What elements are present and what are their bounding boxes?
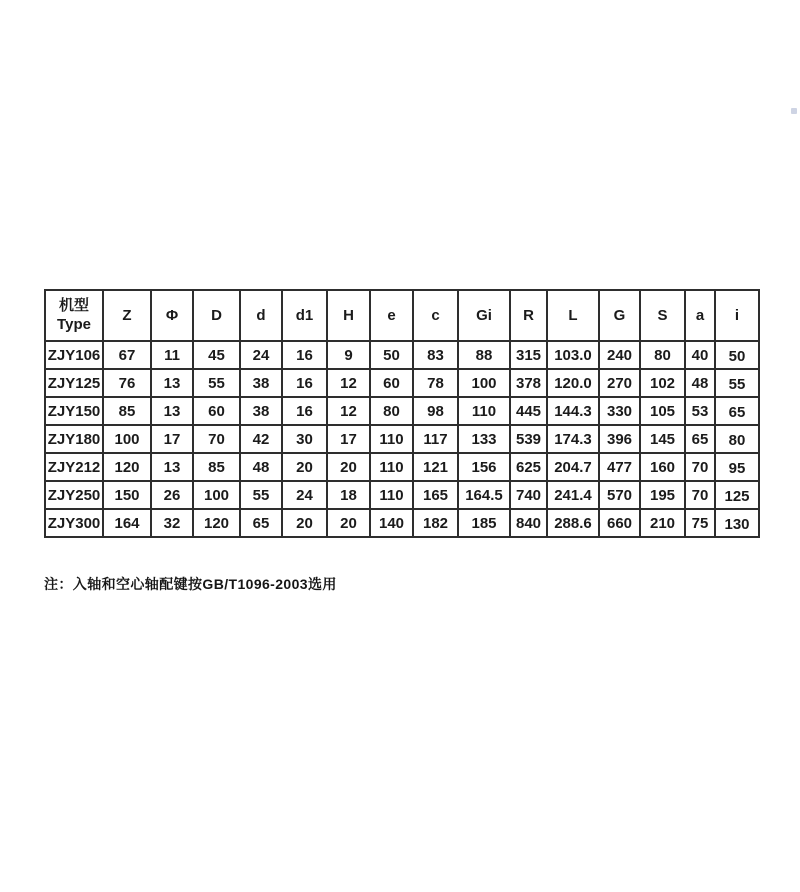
cell-ZJY212-a: 70 <box>685 453 715 481</box>
cell-ZJY125-d: 38 <box>240 369 282 397</box>
cell-ZJY180-L: 174.3 <box>547 425 599 453</box>
column-header-type <box>45 290 103 341</box>
row-header-ZJY150: ZJY150 <box>45 397 103 425</box>
cell-ZJY250-Z: 150 <box>103 481 151 509</box>
column-header-S: S <box>640 290 685 341</box>
table-row <box>45 425 759 453</box>
row-header-ZJY125: ZJY125 <box>45 369 103 397</box>
column-header-e: e <box>370 290 413 341</box>
cell-ZJY180-Gi: 133 <box>458 425 510 453</box>
cell-ZJY250-D: 100 <box>193 481 240 509</box>
cell-ZJY300-Gi: 185 <box>458 509 510 537</box>
cell-ZJY125-G: 270 <box>599 369 640 397</box>
column-header-i: i <box>715 290 759 341</box>
cell-ZJY150-d1: 16 <box>282 397 327 425</box>
cell-ZJY150-L: 144.3 <box>547 397 599 425</box>
cell-ZJY150-c: 98 <box>413 397 458 425</box>
cell-ZJY300-Φ: 32 <box>151 509 193 537</box>
type-header-en: Type <box>57 315 91 333</box>
cell-ZJY106-d1: 16 <box>282 341 327 369</box>
cell-ZJY106-D: 45 <box>193 341 240 369</box>
column-header-a: a <box>685 290 715 341</box>
cell-ZJY212-D: 85 <box>193 453 240 481</box>
cell-ZJY300-a: 75 <box>685 509 715 537</box>
table-row <box>45 453 759 481</box>
column-header-Z: Z <box>103 290 151 341</box>
table-row <box>45 481 759 509</box>
column-header-R: R <box>510 290 547 341</box>
cell-ZJY212-Z: 120 <box>103 453 151 481</box>
cell-ZJY250-d: 55 <box>240 481 282 509</box>
table-row <box>45 341 759 369</box>
cell-ZJY212-G: 477 <box>599 453 640 481</box>
cell-ZJY212-S: 160 <box>640 453 685 481</box>
column-header-H: H <box>327 290 370 341</box>
table-row <box>45 509 759 537</box>
cell-ZJY250-e: 110 <box>370 481 413 509</box>
cell-ZJY106-i: 50 <box>715 341 759 369</box>
cell-ZJY150-R: 445 <box>510 397 547 425</box>
table-row <box>45 397 759 425</box>
cell-ZJY180-D: 70 <box>193 425 240 453</box>
cell-ZJY106-Gi: 88 <box>458 341 510 369</box>
column-header-Gi: Gi <box>458 290 510 341</box>
cell-ZJY250-G: 570 <box>599 481 640 509</box>
cell-ZJY212-c: 121 <box>413 453 458 481</box>
column-header-Φ: Φ <box>151 290 193 341</box>
cell-ZJY150-G: 330 <box>599 397 640 425</box>
cell-ZJY106-c: 83 <box>413 341 458 369</box>
column-header-d: d <box>240 290 282 341</box>
column-header-G: G <box>599 290 640 341</box>
cell-ZJY212-e: 110 <box>370 453 413 481</box>
column-header-d1: d1 <box>282 290 327 341</box>
cell-ZJY300-D: 120 <box>193 509 240 537</box>
cell-ZJY180-H: 17 <box>327 425 370 453</box>
cell-ZJY212-Gi: 156 <box>458 453 510 481</box>
cell-ZJY250-a: 70 <box>685 481 715 509</box>
cell-ZJY250-R: 740 <box>510 481 547 509</box>
cell-ZJY125-L: 120.0 <box>547 369 599 397</box>
cell-ZJY250-i: 125 <box>715 481 759 509</box>
cell-ZJY180-Φ: 17 <box>151 425 193 453</box>
cell-ZJY300-c: 182 <box>413 509 458 537</box>
cell-ZJY106-H: 9 <box>327 341 370 369</box>
cell-ZJY250-c: 165 <box>413 481 458 509</box>
spec-table <box>44 289 760 538</box>
cell-ZJY250-d1: 24 <box>282 481 327 509</box>
cell-ZJY106-a: 40 <box>685 341 715 369</box>
scan-artifact <box>791 108 797 114</box>
column-header-D: D <box>193 290 240 341</box>
cell-ZJY180-d1: 30 <box>282 425 327 453</box>
cell-ZJY180-i: 80 <box>715 425 759 453</box>
cell-ZJY180-e: 110 <box>370 425 413 453</box>
table-row <box>45 369 759 397</box>
cell-ZJY300-G: 660 <box>599 509 640 537</box>
cell-ZJY125-Φ: 13 <box>151 369 193 397</box>
row-header-ZJY212: ZJY212 <box>45 453 103 481</box>
column-header-L: L <box>547 290 599 341</box>
header-row <box>45 290 759 341</box>
cell-ZJY180-a: 65 <box>685 425 715 453</box>
cell-ZJY150-e: 80 <box>370 397 413 425</box>
cell-ZJY150-i: 65 <box>715 397 759 425</box>
cell-ZJY150-Gi: 110 <box>458 397 510 425</box>
cell-ZJY250-Gi: 164.5 <box>458 481 510 509</box>
cell-ZJY106-Φ: 11 <box>151 341 193 369</box>
cell-ZJY300-d1: 20 <box>282 509 327 537</box>
cell-ZJY125-S: 102 <box>640 369 685 397</box>
cell-ZJY180-S: 145 <box>640 425 685 453</box>
cell-ZJY180-R: 539 <box>510 425 547 453</box>
cell-ZJY212-i: 95 <box>715 453 759 481</box>
cell-ZJY125-d1: 16 <box>282 369 327 397</box>
cell-ZJY212-R: 625 <box>510 453 547 481</box>
cell-ZJY250-H: 18 <box>327 481 370 509</box>
cell-ZJY106-G: 240 <box>599 341 640 369</box>
cell-ZJY106-R: 315 <box>510 341 547 369</box>
cell-ZJY250-S: 195 <box>640 481 685 509</box>
cell-ZJY180-d: 42 <box>240 425 282 453</box>
row-header-ZJY106: ZJY106 <box>45 341 103 369</box>
cell-ZJY106-S: 80 <box>640 341 685 369</box>
cell-ZJY150-D: 60 <box>193 397 240 425</box>
table-body <box>45 341 759 537</box>
cell-ZJY125-i: 55 <box>715 369 759 397</box>
cell-ZJY125-a: 48 <box>685 369 715 397</box>
cell-ZJY150-H: 12 <box>327 397 370 425</box>
cell-ZJY300-H: 20 <box>327 509 370 537</box>
cell-ZJY125-Gi: 100 <box>458 369 510 397</box>
cell-ZJY300-L: 288.6 <box>547 509 599 537</box>
cell-ZJY300-d: 65 <box>240 509 282 537</box>
cell-ZJY106-L: 103.0 <box>547 341 599 369</box>
cell-ZJY150-Z: 85 <box>103 397 151 425</box>
cell-ZJY180-Z: 100 <box>103 425 151 453</box>
row-header-ZJY300: ZJY300 <box>45 509 103 537</box>
cell-ZJY300-e: 140 <box>370 509 413 537</box>
row-header-ZJY180: ZJY180 <box>45 425 103 453</box>
cell-ZJY106-e: 50 <box>370 341 413 369</box>
cell-ZJY300-Z: 164 <box>103 509 151 537</box>
cell-ZJY125-R: 378 <box>510 369 547 397</box>
cell-ZJY106-d: 24 <box>240 341 282 369</box>
cell-ZJY212-Φ: 13 <box>151 453 193 481</box>
cell-ZJY125-D: 55 <box>193 369 240 397</box>
type-header-cn: 机型 <box>58 296 89 314</box>
cell-ZJY125-Z: 76 <box>103 369 151 397</box>
cell-ZJY150-S: 105 <box>640 397 685 425</box>
cell-ZJY212-L: 204.7 <box>547 453 599 481</box>
cell-ZJY150-Φ: 13 <box>151 397 193 425</box>
cell-ZJY212-d1: 20 <box>282 453 327 481</box>
cell-ZJY125-e: 60 <box>370 369 413 397</box>
cell-ZJY125-c: 78 <box>413 369 458 397</box>
footnote: 注：入轴和空心轴配键按GB/T1096-2003选用 <box>44 576 337 592</box>
cell-ZJY125-H: 12 <box>327 369 370 397</box>
row-header-ZJY250: ZJY250 <box>45 481 103 509</box>
cell-ZJY180-c: 117 <box>413 425 458 453</box>
cell-ZJY150-d: 38 <box>240 397 282 425</box>
cell-ZJY300-S: 210 <box>640 509 685 537</box>
cell-ZJY180-G: 396 <box>599 425 640 453</box>
cell-ZJY212-d: 48 <box>240 453 282 481</box>
cell-ZJY150-a: 53 <box>685 397 715 425</box>
cell-ZJY300-i: 130 <box>715 509 759 537</box>
cell-ZJY212-H: 20 <box>327 453 370 481</box>
cell-ZJY106-Z: 67 <box>103 341 151 369</box>
cell-ZJY250-L: 241.4 <box>547 481 599 509</box>
column-header-c: c <box>413 290 458 341</box>
cell-ZJY250-Φ: 26 <box>151 481 193 509</box>
cell-ZJY300-R: 840 <box>510 509 547 537</box>
